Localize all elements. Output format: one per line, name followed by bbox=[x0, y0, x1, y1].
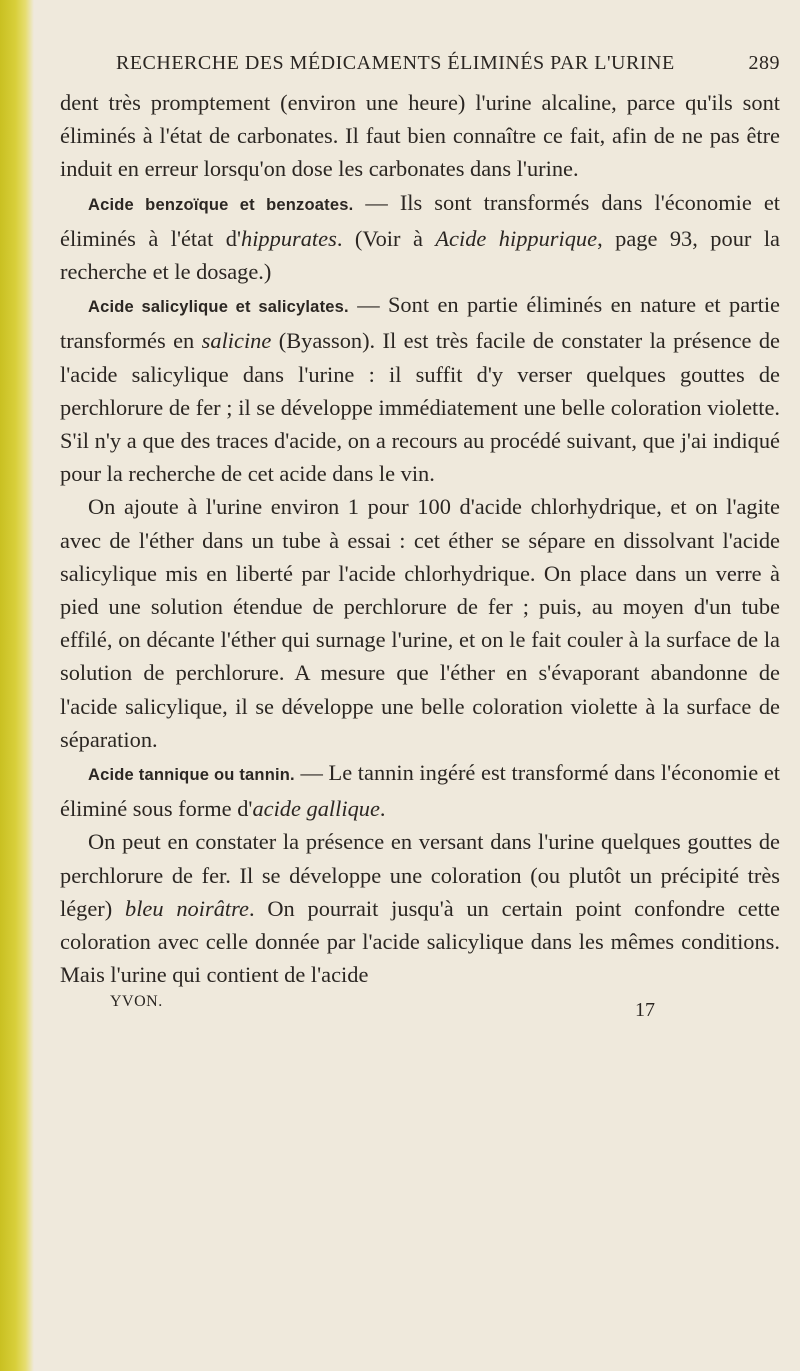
paragraph-carbonates bbox=[60, 86, 780, 186]
paragraph-benzoic-acid bbox=[60, 186, 780, 289]
paragraph-text: . On pourrait jusqu'à un certain point confondre cette coloration avec celle donnée par l'acide salicylique dans les mêmes conditions. Mais l'urine qui contient de l'acide bbox=[60, 895, 780, 988]
paragraph-salicylic-acid bbox=[60, 288, 780, 490]
paragraph-tannic-acid bbox=[60, 756, 780, 825]
page-footer bbox=[60, 993, 780, 1033]
section-heading-salicylic-acid: Acide salicylique et salicylates. bbox=[88, 298, 349, 317]
page-number: 289 bbox=[748, 52, 780, 74]
paragraph-tannin-detection bbox=[60, 825, 780, 991]
paragraph-text: On peut en constater la présence en versant dans l'urine quelques gouttes de perchlorure de fer. Il se développe une coloration (ou plutôt un précipité très léger) bbox=[60, 829, 780, 921]
paragraph-text: — Le tannin ingéré est transformé dans l'économie et éliminé sous forme d' bbox=[60, 760, 780, 822]
paragraph-text: — Ils sont transformés dans l'économie et éliminés à l'état d' bbox=[60, 189, 780, 251]
book-page bbox=[60, 52, 780, 1352]
paragraph-text: . (Voir à bbox=[336, 225, 436, 251]
italic-term: hippurates bbox=[241, 225, 337, 251]
paragraph-text: . bbox=[379, 796, 386, 822]
running-head bbox=[60, 52, 780, 86]
paragraph-text: , page 93, pour la recherche et le dosage.) bbox=[60, 225, 780, 285]
binding-edge bbox=[0, 0, 34, 1371]
italic-term: salicine bbox=[201, 328, 272, 354]
paragraph-text: (Byasson). Il est très facile de constater la présence de l'acide salicylique dans l'urine : il suffit d'y verser quelques gouttes de perchlorure de fer ; il se développe immédiatement une belle coloration violette. S'il n'y a que des traces d'acide, on a recours au procédé suivant, que j'ai indiqué pour la recherche de cet acide dans le vin. bbox=[60, 328, 780, 487]
italic-term: acide gallique bbox=[252, 796, 380, 822]
section-heading-benzoic-acid: Acide benzoïque et benzoates. bbox=[88, 195, 354, 214]
text-body bbox=[60, 86, 780, 991]
paragraph-procedure bbox=[60, 490, 780, 756]
paragraph-text: On ajoute à l'urine environ 1 pour 100 d'acide chlorhydrique, et on l'agite avec de l'éther dans un tube à essai : cet éther se sépare en dissolvant l'acide salicylique mis en liberté par l'acide chlorhydrique. On place dans un verre à pied une solution étendue de perchlorure de fer ; puis, au moyen d'un tube effilé, on décante l'éther qui surnage l'urine, et on le fait couler à la surface de la solution de perchlorure. A mesure que l'éther en s'évaporant abandonne de l'acide salicylique, il se développe une belle coloration violette à la surface de séparation. bbox=[60, 494, 780, 752]
italic-term: Acide hippurique bbox=[435, 225, 598, 251]
section-heading-tannic-acid: Acide tannique ou tannin. bbox=[88, 766, 295, 785]
running-title: RECHERCHE DES MÉDICAMENTS ÉLIMINÉS PAR L'URINE bbox=[116, 52, 675, 74]
sheet-number: 17 bbox=[635, 999, 655, 1022]
paragraph-text: — Sont en partie éliminés en nature et partie transformés en bbox=[60, 292, 780, 354]
paragraph-text: dent très promptement (environ une heure) l'urine alcaline, parce qu'ils sont éliminés à l'état de carbonates. Il faut bien connaître ce fait, afin de ne pas être induit en erreur lorsqu'on dose les carbonates dans l'urine. bbox=[60, 90, 780, 182]
italic-term: bleu noirâtre bbox=[125, 895, 249, 921]
printer-signature: YVON. bbox=[110, 993, 163, 1011]
